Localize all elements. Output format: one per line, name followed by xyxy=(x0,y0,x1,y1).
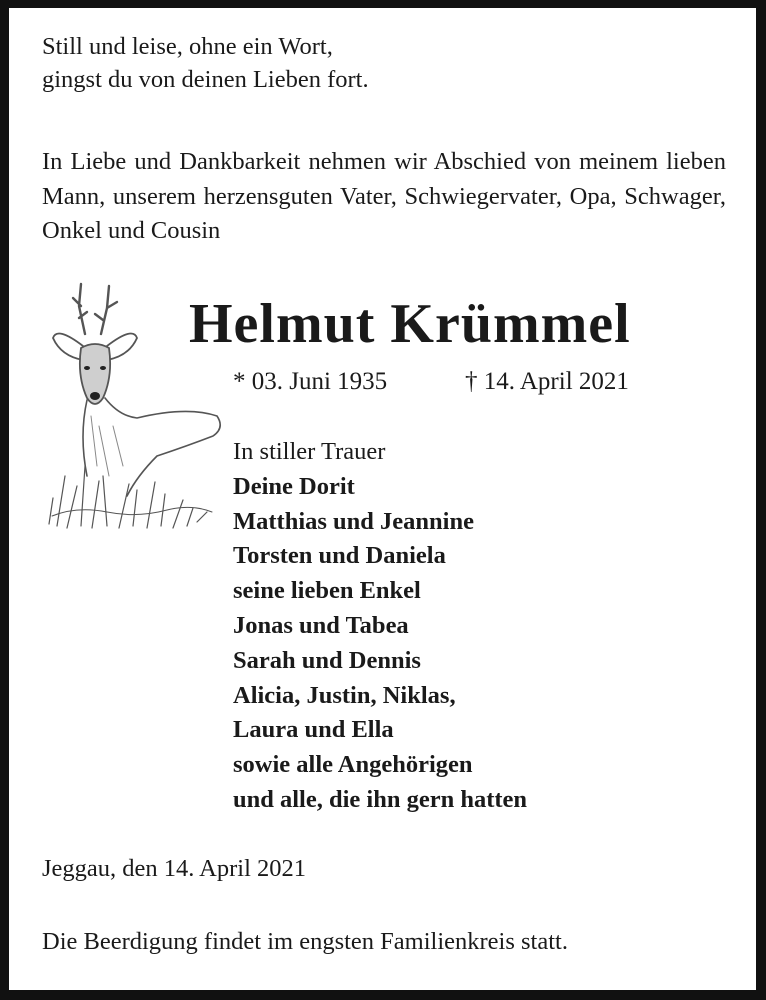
mourning-block xyxy=(233,435,527,818)
birth-date: * 03. Juni 1935 xyxy=(233,368,388,395)
family-line: Torsten und Daniela xyxy=(233,542,446,570)
poem-line: gingst du von deinen Lieben fort. xyxy=(42,66,369,93)
family-line: Laura und Ella xyxy=(233,716,394,744)
family-line: Alicia, Justin, Niklas, xyxy=(233,681,456,709)
family-line: und alle, die ihn gern hatten xyxy=(233,785,528,813)
mourning-heading: In stiller Trauer xyxy=(233,438,386,465)
obituary-notice xyxy=(9,8,756,990)
place-and-date: Jeggau, den 14. April 2021 xyxy=(42,855,307,882)
intro-text: In Liebe und Dankbarkeit nehmen wir Abschied von meinem lieben Mann, unserem herzensguten Vater, Schwiegervater, Opa, Schwager, Onkel und Cousin xyxy=(42,148,726,244)
deceased-name: Helmut Krümmel xyxy=(189,293,631,355)
family-line: sowie alle Angehörigen xyxy=(233,751,473,779)
death-date: † 14. April 2021 xyxy=(465,368,629,395)
family-line: Sarah und Dennis xyxy=(233,646,421,674)
family-line: Matthias und Jeannine xyxy=(233,507,474,535)
family-list xyxy=(233,470,527,818)
family-line: Deine Dorit xyxy=(233,472,355,500)
funeral-note: Die Beerdigung findet im engsten Familienkreis statt. xyxy=(42,928,568,955)
poem-line: Still und leise, ohne ein Wort, xyxy=(42,33,333,60)
poem xyxy=(42,30,369,96)
family-line: Jonas und Tabea xyxy=(233,611,409,639)
family-line: seine lieben Enkel xyxy=(233,577,421,605)
